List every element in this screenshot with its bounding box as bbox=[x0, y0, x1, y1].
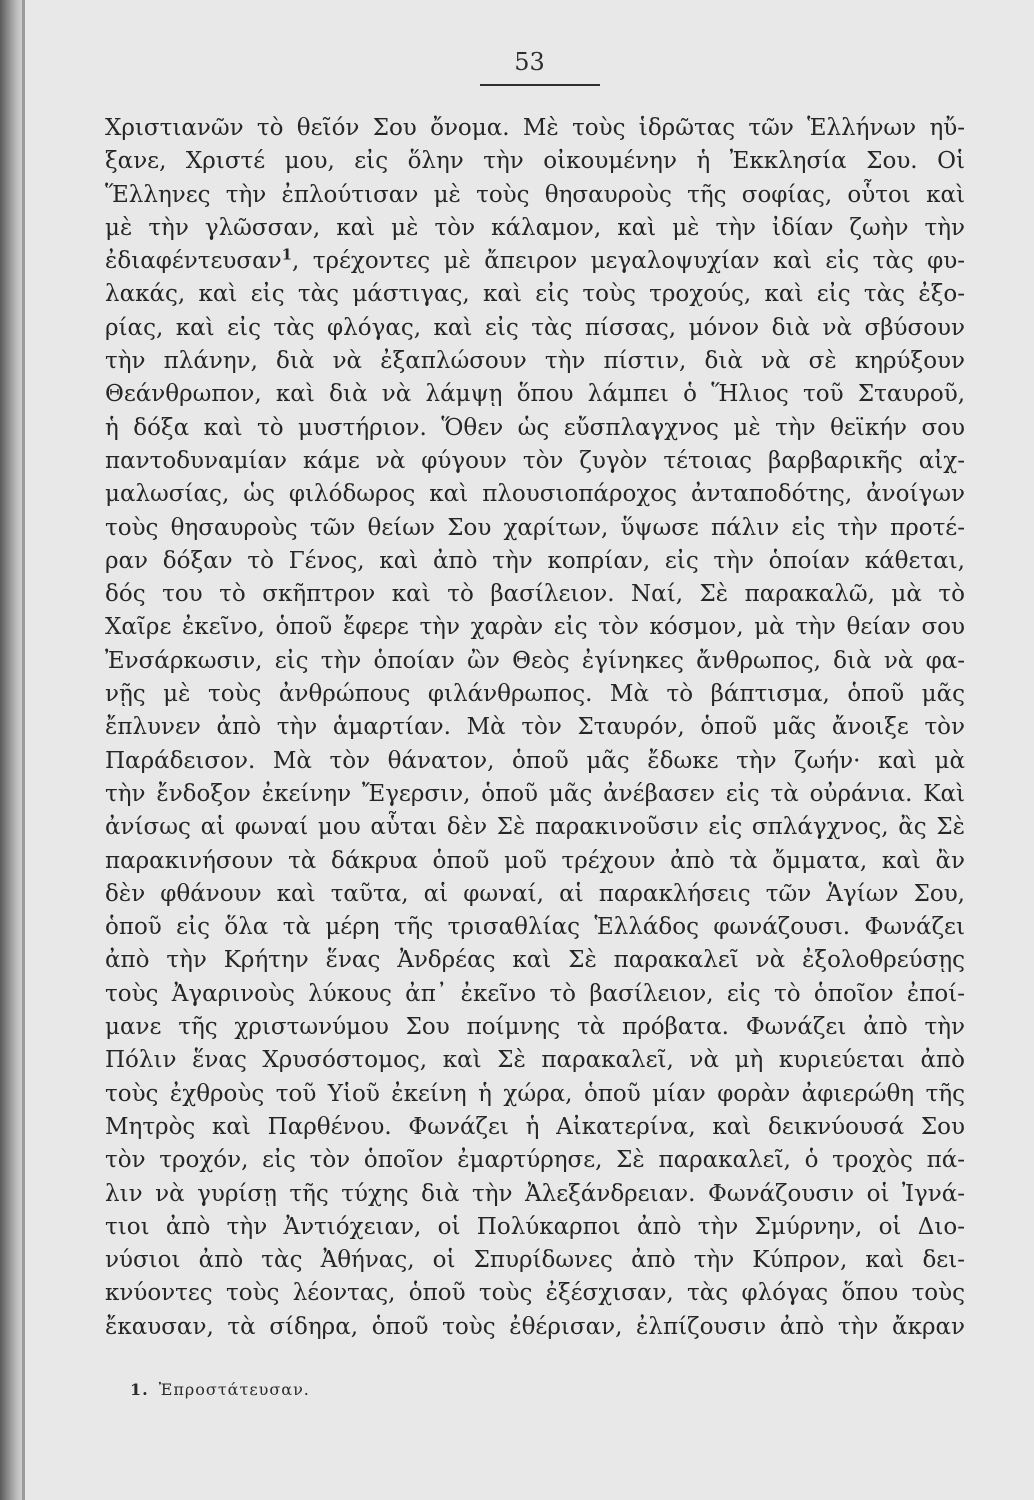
footnote bbox=[130, 1380, 310, 1399]
text-line: τοὺς Ἀγαρινοὺς λύκους ἀπ᾽ ἐκεῖνο τὸ βασίλειον, εἰς τὸ ὁποῖον ἐποί- bbox=[105, 980, 965, 1007]
text-line: Παράδεισον. Μὰ τὸν θάνατον, ὁποῦ μᾶς ἔδωκε τὴν ζωήν· καὶ μὰ bbox=[105, 747, 965, 774]
footnote-text: Ἐπροστάτευσαν. bbox=[158, 1380, 310, 1399]
text-line: κνύοντες τοὺς λέοντας, ὁποῦ τοὺς ἐξέσχισαν, τὰς φλόγας ὅπου τοὺς bbox=[105, 1280, 965, 1307]
page-number-rule bbox=[480, 84, 600, 86]
text-line: Ἕλληνες τὴν ἐπλούτισαν μὲ τοὺς θησαυροὺς τῆς σοφίας, οὗτοι καὶ bbox=[105, 181, 965, 208]
text-line: ξανε, Χριστέ μου, εἰς ὅλην τὴν οἰκουμένην ἡ Ἐκκλησία Σου. Οἱ bbox=[105, 148, 965, 175]
text-line: Χαῖρε ἐκεῖνο, ὁποῦ ἔφερε τὴν χαρὰν εἰς τὸν κόσμον, μὰ τὴν θείαν σου bbox=[105, 614, 965, 641]
text-line: ἔπλυνεν ἀπὸ τὴν ἁμαρτίαν. Μὰ τὸν Σταυρόν, ὁποῦ μᾶς ἄνοιξε τὸν bbox=[105, 714, 965, 741]
body-text bbox=[105, 112, 965, 1344]
text-line: λιν νὰ γυρίσῃ τῆς τύχης διὰ τὴν Ἀλεξάνδρειαν. Φωνάζουσιν οἱ Ἰγνά- bbox=[105, 1180, 965, 1207]
text-line: τιοι ἀπὸ τὴν Ἀντιόχειαν, οἱ Πολύκαρποι ἀπὸ τὴν Σμύρνην, οἱ Διο- bbox=[105, 1213, 965, 1240]
footnote-number: 1. bbox=[130, 1380, 149, 1399]
text-line-end: , τρέχοντες μὲ ἄπειρον μεγαλοψυχίαν καὶ εἰς τὰς φυ- bbox=[292, 248, 965, 275]
text-line: τὸν τροχόν, εἰς τὸν ὁποῖον ἐμαρτύρησε, Σὲ παρακαλεῖ, ὁ τροχὸς πά- bbox=[105, 1147, 965, 1174]
text-line: τοὺς θησαυροὺς τῶν θείων Σου χαρίτων, ὕψωσε πάλιν εἰς τὴν προτέ- bbox=[105, 514, 965, 541]
text-line: δός του τὸ σκῆπτρον καὶ τὸ βασίλειον. Ναί, Σὲ παρακαλῶ, μὰ τὸ bbox=[105, 581, 965, 608]
text-line: νῇς μὲ τοὺς ἀνθρώπους φιλάνθρωπος. Μὰ τὸ βάπτισμα, ὁποῦ μᾶς bbox=[105, 681, 965, 708]
book-page bbox=[25, 0, 1034, 1500]
text-line: τὴν πλάνην, διὰ νὰ ἐξαπλώσουν τὴν πίστιν, διὰ νὰ σὲ κηρύξουν bbox=[105, 348, 965, 375]
text-line: ραν δόξαν τὸ Γένος, καὶ ἀπὸ τὴν κοπρίαν, εἰς τὴν ὁποίαν κάθεται, bbox=[105, 547, 965, 574]
book-binding-shadow bbox=[0, 0, 22, 1500]
text-line: ἀνίσως αἱ φωναί μου αὗται δὲν Σὲ παρακινοῦσιν εἰς σπλάγχνος, ἂς Σὲ bbox=[105, 814, 965, 841]
text-line: ἡ δόξα καὶ τὸ μυστήριον. Ὅθεν ὡς εὔσπλαγχνος μὲ τὴν θεϊκήν σου bbox=[105, 414, 965, 441]
text-line: ἀπὸ τὴν Κρήτην ἕνας Ἀνδρέας καὶ Σὲ παρακαλεῖ νὰ ἐξολοθρεύσῃς bbox=[105, 947, 965, 974]
text-line: δὲν φθάνουν καὶ ταῦτα, αἱ φωναί, αἱ παρακλήσεις τῶν Ἁγίων Σου, bbox=[105, 880, 965, 907]
text-line: παρακινήσουν τὰ δάκρυα ὁποῦ μοῦ τρέχουν ἀπὸ τὰ ὄμματα, καὶ ἂν bbox=[105, 847, 965, 874]
text-line: παντοδυναμίαν κάμε νὰ φύγουν τὸν ζυγὸν τέτοιας βαρβαρικῆς αἰχ- bbox=[105, 447, 965, 474]
text-line-start: ἐδιαφέντευσαν bbox=[105, 248, 282, 275]
text-line: μαλωσίας, ὡς φιλόδωρος καὶ πλουσιοπάροχος ἀνταποδότης, ἀνοίγων bbox=[105, 481, 965, 508]
text-line: Χριστιανῶν τὸ θεῖόν Σου ὄνομα. Μὲ τοὺς ἱδρῶτας τῶν Ἑλλήνων ηὔ- bbox=[105, 115, 965, 141]
text-line: Μητρὸς καὶ Παρθένου. Φωνάζει ἡ Αἰκατερίνα, καὶ δεικνύουσά Σου bbox=[105, 1113, 965, 1140]
text-line: ρίας, καὶ εἰς τὰς φλόγας, καὶ εἰς τὰς πίσσας, μόνον διὰ νὰ σβύσουν bbox=[105, 314, 965, 341]
text-line: νύσιοι ἀπὸ τὰς Ἀθήνας, οἱ Σπυρίδωνες ἀπὸ τὴν Κύπρον, καὶ δει- bbox=[105, 1247, 965, 1274]
text-line: μὲ τὴν γλῶσσαν, καὶ μὲ τὸν κάλαμον, καὶ μὲ τὴν ἰδίαν ζωὴν τὴν bbox=[105, 214, 965, 241]
footnote-reference: 1 bbox=[281, 245, 293, 264]
text-line: ὁποῦ εἰς ὅλα τὰ μέρη τῆς τρισαθλίας Ἑλλάδος φωνάζουσι. Φωνάζει bbox=[105, 914, 965, 941]
text-line: λακάς, καὶ εἰς τὰς μάστιγας, καὶ εἰς τοὺς τροχούς, καὶ εἰς τὰς ἐξο- bbox=[105, 281, 965, 308]
text-line: τοὺς ἐχθροὺς τοῦ Υἱοῦ ἐκείνη ἡ χώρα, ὁποῦ μίαν φορὰν ἀφιερώθη τῆς bbox=[105, 1080, 965, 1107]
text-line: μανε τῆς χριστωνύμου Σου ποίμνης τὰ πρόβατα. Φωνάζει ἀπὸ τὴν bbox=[105, 1014, 965, 1041]
text-line: Πόλιν ἕνας Χρυσόστομος, καὶ Σὲ παρακαλεῖ, νὰ μὴ κυριεύεται ἀπὸ bbox=[105, 1047, 965, 1074]
page-number: 53 bbox=[514, 48, 545, 76]
text-line: Ἐνσάρκωσιν, εἰς τὴν ὁποίαν ὢν Θεὸς ἐγίνηκες ἄνθρωπος, διὰ νὰ φα- bbox=[105, 647, 965, 674]
text-line: τὴν ἔνδοξον ἐκείνην Ἔγερσιν, ὁποῦ μᾶς ἀνέβασεν εἰς τὰ οὐράνια. Καὶ bbox=[105, 780, 965, 807]
text-line-with-footnote bbox=[105, 245, 965, 278]
text-line: ἔκαυσαν, τὰ σίδηρα, ὁποῦ τοὺς ἐθέρισαν, ἐλπίζουσιν ἀπὸ τὴν ἄκραν bbox=[105, 1313, 965, 1340]
text-line: Θεάνθρωπον, καὶ διὰ νὰ λάμψῃ ὅπου λάμπει ὁ Ἥλιος τοῦ Σταυροῦ, bbox=[105, 381, 965, 408]
